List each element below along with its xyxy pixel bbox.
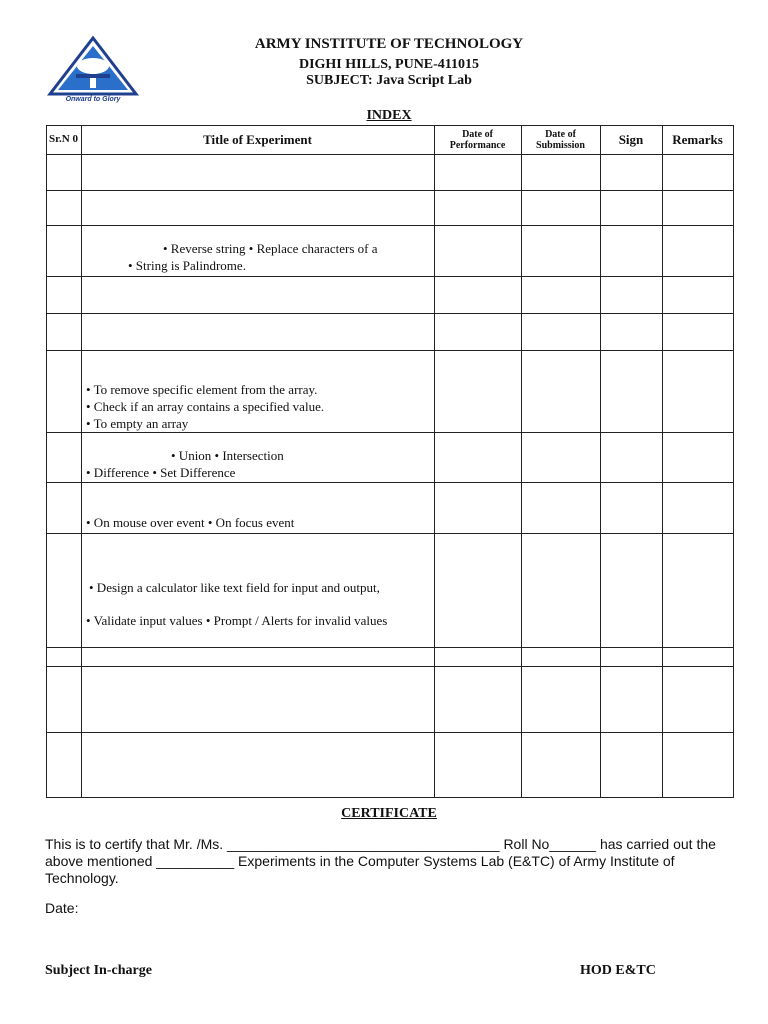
experiment-title-line: • To remove specific element from the array. — [86, 382, 318, 397]
experiment-title-line: • Union • Intersection — [171, 448, 284, 463]
institute-address: DIGHI HILLS, PUNE-411015 — [298, 57, 480, 72]
experiment-title-line: • Design a calculator like text field for input and output, — [89, 580, 380, 595]
table-row — [46, 190, 734, 225]
table-row — [46, 313, 734, 350]
table-header-cell: Remarks — [672, 132, 723, 147]
table-row — [46, 154, 734, 190]
table-header-cell: Date of Submission — [536, 128, 585, 151]
index-table — [46, 125, 734, 798]
table-row — [46, 432, 734, 482]
experiment-title-line: • Difference • Set Difference — [86, 465, 236, 480]
certificate-date-label: Date: — [45, 900, 79, 916]
experiment-title-line: • String is Palindrome. — [128, 258, 246, 273]
logo-caption: Onward to Glory — [65, 96, 121, 103]
table-row — [46, 350, 734, 432]
subject-incharge-signature-label: Subject In-charge — [45, 963, 152, 978]
hod-signature-label: HOD E&TC — [580, 963, 656, 978]
table-row — [46, 647, 734, 666]
table-row — [46, 666, 734, 732]
table-row — [46, 276, 734, 313]
subject-title: SUBJECT: Java Script Lab — [306, 73, 472, 88]
table-row — [46, 482, 734, 533]
table-row — [46, 225, 734, 276]
table-header-cell: Title of Experiment — [203, 132, 312, 147]
table-header-cell: Date of Performance — [449, 128, 506, 151]
experiment-title-line: • To empty an array — [86, 416, 189, 431]
institute-name: ARMY INSTITUTE OF TECHNOLOGY — [254, 36, 524, 52]
experiment-title-line: • Check if an array contains a specified value. — [86, 399, 325, 414]
table-row — [46, 732, 734, 797]
index-title: INDEX — [366, 108, 412, 123]
experiment-title-line: • Validate input values • Prompt / Alerts for invalid values — [86, 613, 388, 628]
experiment-title-line: • On mouse over event • On focus event — [86, 515, 295, 530]
table-row-border — [46, 797, 734, 798]
table-row — [46, 533, 734, 647]
certificate-title: CERTIFICATE — [341, 806, 437, 821]
table-header-cell: Sr.N 0 — [49, 133, 78, 145]
certificate-body: This is to certify that Mr. /Ms. ___________________________________ Roll No______ has carried out the above mentioned __________ Experiments in the Computer Systems Lab (E&TC) of Army Institute of Technology. — [45, 836, 716, 886]
table-header-cell: Sign — [618, 132, 644, 147]
experiment-title-line: • Reverse string • Replace characters of a — [163, 241, 378, 256]
